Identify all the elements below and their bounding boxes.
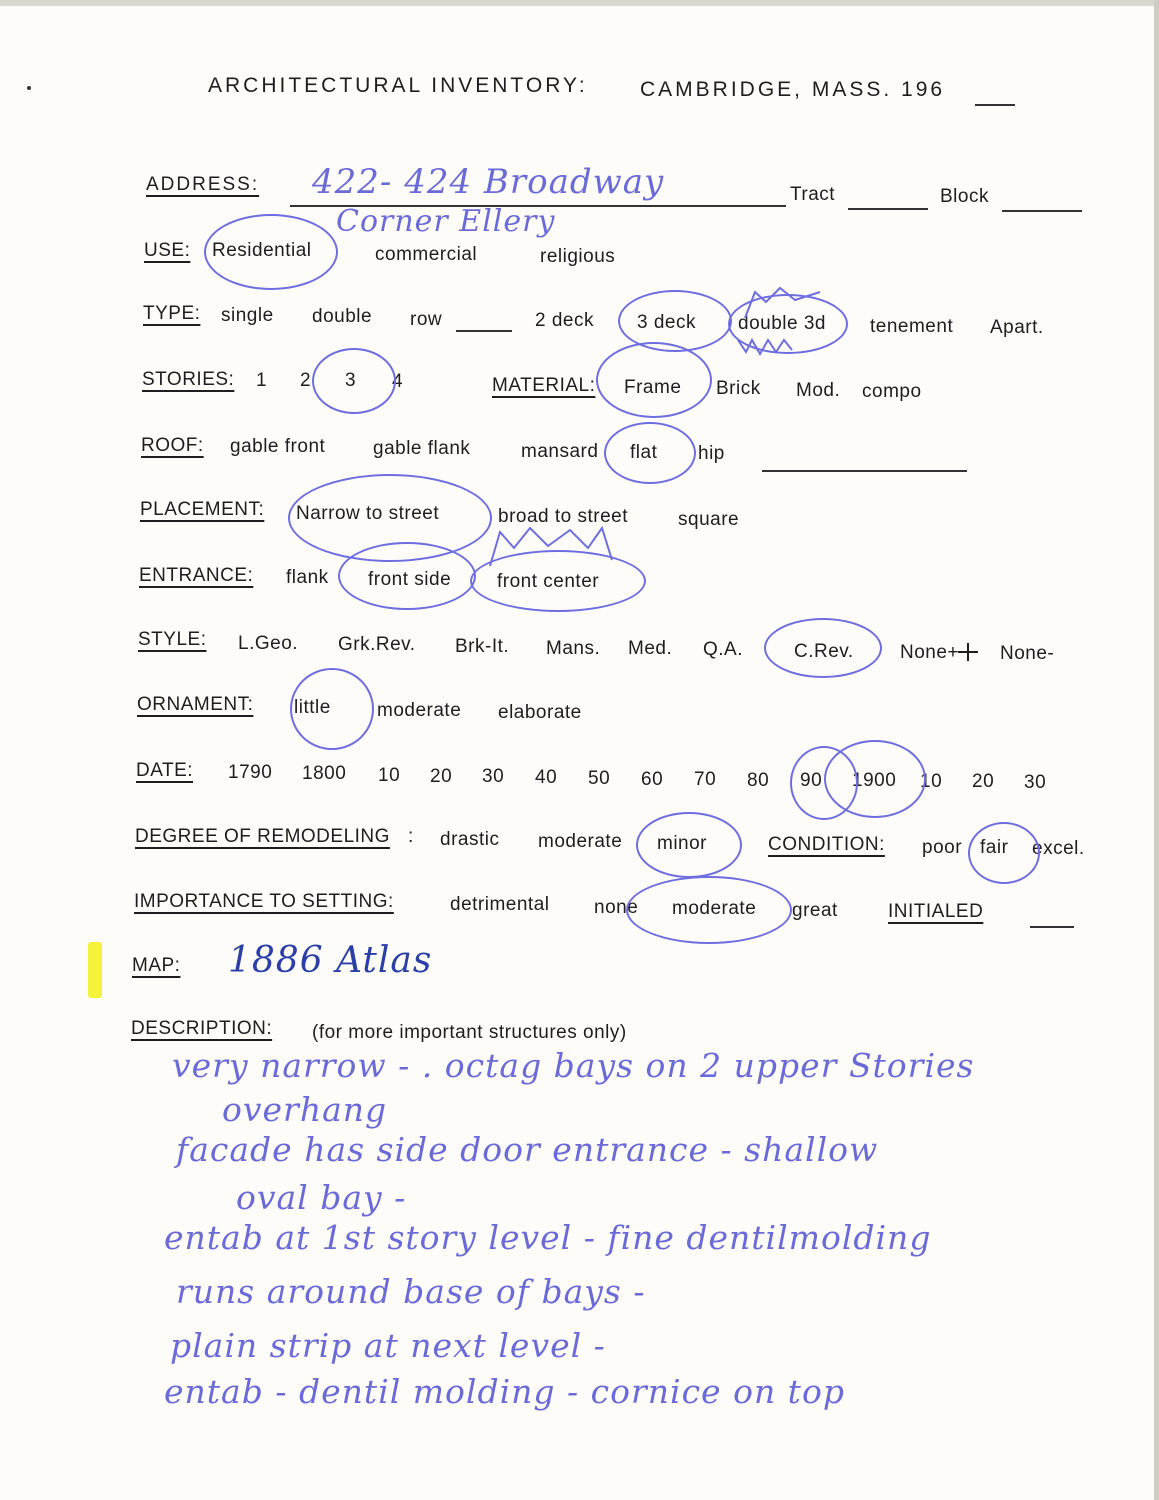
entrance-label: ENTRANCE: [139, 565, 254, 586]
material-brick: Brick [716, 378, 761, 399]
stories-3: 3 [345, 370, 357, 391]
map-handwritten: 1886 Atlas [228, 940, 433, 981]
placement-square: square [678, 509, 740, 530]
form-title-right: CAMBRIDGE, MASS. 196 [640, 78, 946, 101]
style-label: STYLE: [138, 629, 207, 650]
use-label: USE: [144, 240, 191, 261]
entrance-flank: flank [286, 567, 329, 588]
entrance-front-center: front center [497, 571, 600, 592]
address-handwritten: 422- 424 Broadway [312, 162, 665, 202]
stories-1: 1 [256, 370, 268, 391]
description-line-2: overhang [222, 1090, 388, 1129]
placement-narrow: Narrow to street [296, 503, 440, 524]
description-note: (for more important structures only) [312, 1022, 627, 1043]
date-80: 80 [747, 770, 770, 791]
use-residential: Residential [212, 240, 312, 261]
material-frame: Frame [624, 377, 682, 398]
date-30: 30 [482, 766, 505, 787]
date-label: DATE: [136, 760, 194, 781]
roof-label: ROOF: [141, 435, 204, 456]
type-double: double [312, 306, 373, 327]
address-label: ADDRESS: [146, 174, 260, 195]
description-line-6: runs around base of bays - [176, 1272, 646, 1311]
tract-label: Tract [790, 184, 836, 205]
date-50: 50 [588, 768, 611, 789]
roof-gable-front: gable front [230, 436, 326, 457]
block-label: Block [940, 186, 989, 207]
date-1920: 20 [972, 771, 995, 792]
roof-flat: flat [630, 442, 658, 463]
style-med: Med. [628, 638, 673, 659]
description-line-7: plain strip at next level - [170, 1326, 606, 1365]
type-2-deck: 2 deck [535, 310, 594, 331]
importance-detrimental: detrimental [450, 894, 550, 915]
use-commercial: commercial [375, 244, 478, 265]
ornament-little: little [294, 697, 331, 718]
description-line-1: very narrow - . octag bays on 2 upper Stories [172, 1046, 975, 1085]
date-1790: 1790 [228, 762, 273, 783]
style-grkrev: Grk.Rev. [338, 634, 416, 655]
condition-label: CONDITION: [768, 834, 885, 855]
condition-fair: fair [980, 837, 1009, 858]
initialed-label: INITIALED [888, 901, 984, 922]
date-10: 10 [378, 765, 401, 786]
remodeling-drastic: drastic [440, 829, 500, 850]
type-apartment: Apart. [990, 317, 1044, 338]
condition-excellent: excel. [1032, 838, 1085, 859]
description-line-3: facade has side door entrance - shallow [176, 1130, 879, 1169]
corner-handwritten: Corner Ellery [336, 204, 556, 239]
date-1910: 10 [920, 771, 943, 792]
style-qa: Q.A. [703, 639, 744, 660]
type-3-deck: 3 deck [637, 312, 696, 333]
remodeling-colon: : [408, 826, 414, 847]
date-20: 20 [430, 766, 453, 787]
map-label: MAP: [132, 955, 181, 976]
entrance-front-side: front side [368, 569, 452, 590]
date-1930: 30 [1024, 772, 1047, 793]
type-row: row [410, 309, 443, 330]
type-tenement: tenement [870, 316, 954, 337]
style-lgeo: L.Geo. [238, 633, 299, 654]
style-none-minus: None- [1000, 643, 1055, 664]
description-line-4: oval bay - [236, 1178, 407, 1217]
roof-mansard: mansard [521, 441, 599, 462]
form-title-left: ARCHITECTURAL INVENTORY: [208, 74, 588, 97]
style-crev: C.Rev. [794, 641, 854, 662]
date-90: 90 [800, 770, 823, 791]
stories-label: STORIES: [142, 369, 235, 390]
importance-great: great [792, 900, 838, 921]
ornament-moderate: moderate [377, 700, 462, 721]
remodeling-label: DEGREE OF REMODELING [135, 826, 390, 847]
date-1800: 1800 [302, 763, 347, 784]
use-religious: religious [540, 246, 616, 267]
placement-label: PLACEMENT: [140, 499, 265, 520]
importance-moderate: moderate [672, 898, 757, 919]
date-70: 70 [694, 769, 717, 790]
material-label: MATERIAL: [492, 375, 596, 396]
style-brkit: Brk-It. [455, 636, 510, 657]
roof-gable-flank: gable flank [373, 438, 471, 459]
remodeling-minor: minor [657, 833, 708, 854]
style-none-plus: None+ [900, 642, 960, 663]
description-label: DESCRIPTION: [131, 1018, 273, 1039]
material-compo: compo [862, 381, 922, 402]
stories-4: 4 [392, 371, 404, 392]
type-label: TYPE: [143, 303, 201, 324]
importance-label: IMPORTANCE TO SETTING: [134, 891, 394, 912]
description-line-5: entab at 1st story level - fine dentilmolding [164, 1218, 932, 1257]
style-mans: Mans. [546, 638, 601, 659]
remodeling-moderate: moderate [538, 831, 623, 852]
date-40: 40 [535, 767, 558, 788]
type-single: single [221, 305, 274, 326]
stories-2: 2 [300, 370, 312, 391]
placement-broad: broad to street [498, 506, 629, 527]
date-60: 60 [641, 769, 664, 790]
ornament-label: ORNAMENT: [137, 694, 254, 715]
condition-poor: poor [922, 837, 963, 858]
importance-none: none [594, 897, 639, 918]
type-double-3d: double 3d [738, 313, 826, 334]
ornament-elaborate: elaborate [498, 702, 582, 723]
date-1900: 1900 [852, 770, 897, 791]
description-line-8: entab - dentil molding - cornice on top [164, 1372, 845, 1411]
roof-hip: hip [698, 443, 725, 464]
material-mod: Mod. [796, 380, 841, 401]
